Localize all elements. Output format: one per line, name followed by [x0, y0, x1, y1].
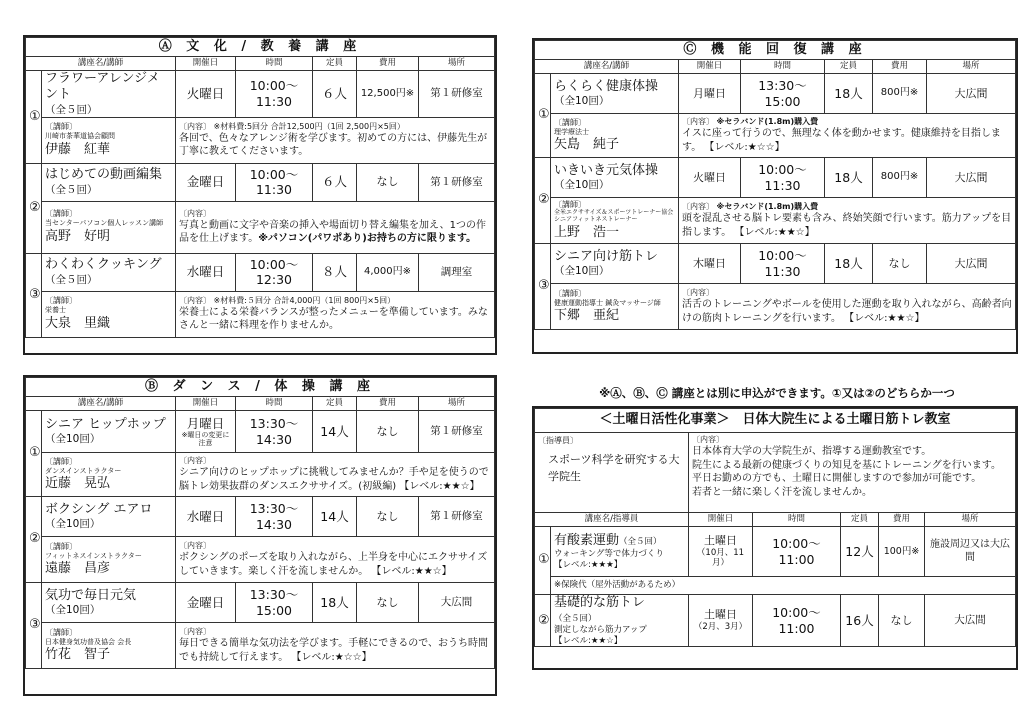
course-sessions: （全10回）: [554, 179, 610, 192]
course-time: 13:30～15:00: [741, 74, 825, 114]
content-label: 〔内容〕: [682, 117, 714, 126]
header-time: 時間: [753, 513, 841, 527]
course-time: 13:30～14:30: [236, 497, 313, 537]
header-day: 開催日: [176, 397, 236, 411]
course-fee: 12,500円※: [357, 71, 419, 118]
course-content: シニア向けのヒップホップに挑戦してみませんか？手や足を使うので脳トレ効果抜群のダンスエクササイズ。(初級編) 【レベル:★★☆】: [179, 467, 489, 492]
course-warning: ※パソコン(パワポあり)お持ちの方に限ります。: [258, 233, 477, 245]
course-fee: なし: [357, 411, 419, 453]
header-cap: 定員: [313, 397, 357, 411]
header-cap: 定員: [841, 513, 879, 527]
course-time: 13:30～14:30: [236, 411, 313, 453]
course-day: 土曜日: [704, 534, 737, 547]
teacher-name: 竹花 智子: [45, 646, 111, 662]
content-label: 〔内容〕: [692, 435, 724, 444]
fee-note: ※材料費:５回分 合計4,000円（1回 800円×5回）: [213, 295, 396, 305]
course-name: はじめての動画編集: [45, 167, 163, 183]
course-place: 大広間: [927, 74, 1016, 114]
course-capacity: 14人: [313, 497, 357, 537]
course-fee: なし: [873, 244, 927, 284]
course-name: いきいき元気体操: [554, 162, 659, 178]
teacher-label: 〔講師〕: [554, 199, 586, 209]
teacher-label: 〔講師〕: [45, 456, 77, 466]
teacher-label: 〔講師〕: [45, 627, 77, 637]
panel-culture: [23, 35, 497, 355]
course-fee: なし: [357, 497, 419, 537]
course-time: 10:00～11:30: [741, 158, 825, 198]
course-day: 金曜日: [176, 163, 236, 201]
course-time: 13:30～15:00: [236, 583, 313, 623]
course-name: 有酸素運動: [554, 532, 620, 548]
course-name: シニア向け筋トレ: [554, 248, 659, 264]
header-place: 場所: [419, 397, 495, 411]
course-content: ボクシングのポーズを取り入れながら、上半身を中心にエクササイズしていきます。楽しく汗を流しませんか。 【レベル:★★☆】: [179, 552, 488, 577]
header-fee: 費用: [357, 57, 419, 71]
content-line: 日本体育大学の大学院生が、指導する運動教室です。: [692, 446, 932, 457]
fee-note: ※セラバンド(1.8m)購入費: [716, 202, 819, 211]
teacher-name: 伊藤 紅華: [45, 141, 111, 157]
content-label: 〔内容〕: [682, 288, 714, 297]
course-day: 木曜日: [679, 244, 741, 284]
course-day: 金曜日: [176, 583, 236, 623]
teacher-name: 近藤 晃弘: [45, 475, 111, 491]
content-label: 〔内容〕: [179, 121, 211, 131]
header-day: 開催日: [679, 60, 741, 74]
header-time: 時間: [236, 57, 313, 71]
fee-note: ※材料費:5回分 合計12,500円（1回 2,500円×5回）: [213, 121, 405, 131]
course-name: 気功で毎日元気: [45, 587, 137, 603]
course-capacity: ８人: [313, 253, 357, 291]
course-time: 10:00～11:30: [236, 163, 313, 201]
course-sessions: （全５回）: [554, 614, 597, 625]
course-fee: なし: [357, 583, 419, 623]
header-day: 開催日: [689, 513, 753, 527]
course-name: らくらく健康体操: [554, 78, 659, 94]
course-name: ボクシング エアロ: [45, 501, 153, 517]
teacher-role: 日本健身気功普及協会 会長: [45, 637, 132, 646]
panel-title: ＜土曜日活性化事業＞ 日体大院生による土曜日筋トレ教室: [535, 409, 1016, 433]
row-number: ③: [535, 244, 551, 330]
teacher-label: 〔講師〕: [554, 288, 586, 298]
course-capacity: 14人: [313, 411, 357, 453]
course-content: 活舌のトレーニングやボールを使用した運動を取り入れながら、高齢者向けの筋肉トレーニングを行います。 【レベル:★★☆】: [682, 299, 1012, 324]
course-name: 基礎的な筋トレ: [554, 595, 646, 610]
course-sessions: （全５回）: [45, 103, 98, 116]
course-day: 月曜日: [679, 74, 741, 114]
teacher-name: 高野 好明: [45, 228, 111, 244]
header-fee: 費用: [873, 60, 927, 74]
panel-dance: [23, 375, 497, 696]
panel-title: Ⓒ 機 能 回 復 講 座: [535, 41, 1016, 60]
course-place: 調理室: [419, 253, 495, 291]
course-level: 【レベル:★★★】: [554, 559, 623, 570]
course-description: 測定しながら筋力アップ: [554, 625, 647, 635]
course-day: 月曜日: [186, 415, 225, 431]
teacher-role: 栄養士: [45, 306, 66, 315]
row-number: ②: [26, 497, 42, 583]
content-line: 平日お勤めの方でも、土曜日に開催しますので参加が可能です。: [692, 473, 982, 484]
course-sessions: （全10回）: [45, 518, 101, 531]
course-day: 火曜日: [176, 71, 236, 118]
teacher-name: 下郷 亜紀: [554, 307, 620, 323]
course-place: 第１研修室: [419, 163, 495, 201]
course-day: 水曜日: [176, 497, 236, 537]
course-capacity: ６人: [313, 71, 357, 118]
course-capacity: 18人: [313, 583, 357, 623]
course-capacity: 16人: [841, 595, 879, 647]
content-label: 〔内容〕: [682, 202, 714, 211]
course-capacity: 18人: [825, 74, 873, 114]
course-day: 水曜日: [176, 253, 236, 291]
header-fee: 費用: [357, 397, 419, 411]
row-number: ②: [26, 163, 42, 253]
fee-note: ※セラバンド(1.8m)購入費: [716, 117, 819, 126]
row-number: ①: [26, 71, 42, 164]
row-number: ①: [535, 74, 551, 158]
header-course: 講座名/講師: [535, 60, 679, 74]
course-capacity: 12人: [841, 527, 879, 577]
instructor-description: スポーツ科学を研究する大学院生: [548, 453, 680, 483]
teacher-role: ダンスインストラクター: [45, 466, 122, 475]
course-sessions: （全10回）: [554, 95, 610, 108]
content-label: 〔内容〕: [179, 541, 211, 550]
teacher-name: 矢島 純子: [554, 136, 620, 152]
content-label: 〔内容〕: [179, 456, 211, 465]
course-sessions: （全５回）: [45, 273, 98, 286]
panel-title: Ⓐ 文 化 / 教 養 講 座: [26, 38, 495, 57]
instructor-label: 〔指導員〕: [538, 436, 578, 445]
course-time: 10:00～11:30: [236, 71, 313, 118]
course-place: 大広間: [927, 244, 1016, 284]
panel-saturday: [532, 406, 1018, 670]
course-day: 土曜日: [704, 608, 737, 622]
content-line: 若者と一緒に楽しく汗を流しませんか。: [692, 486, 872, 498]
teacher-role: 当センターパソコン個人レッスン講師: [45, 219, 164, 228]
course-place: 第１研修室: [419, 497, 495, 537]
course-time: 10:00～12:30: [236, 253, 313, 291]
header-place: 場所: [927, 60, 1016, 74]
course-description: ウォーキング等で体力づくり: [554, 549, 664, 559]
teacher-label: 〔講師〕: [45, 541, 77, 551]
header-place: 場所: [419, 57, 495, 71]
course-sessions: （全10回）: [45, 604, 101, 617]
header-course: 講座名/講師: [26, 57, 176, 71]
content-label: 〔内容〕: [179, 627, 211, 636]
day-change-note: ※曜日の変更に注意: [181, 431, 230, 448]
header-course: 講座名/指導員: [535, 513, 689, 527]
header-time: 時間: [236, 397, 313, 411]
course-content: 毎日できる簡単な気功法を学びます。手軽にできるので、おうち時間でも持続して行えます。 【レベル:★☆☆】: [179, 638, 488, 663]
teacher-name: 遠藤 昌彦: [45, 560, 111, 576]
row-number: ③: [26, 583, 42, 669]
course-name: フラワーアレンジメント: [45, 71, 160, 103]
teacher-label: 〔講師〕: [45, 296, 77, 306]
course-fee: 100円※: [879, 527, 925, 577]
teacher-role: 川崎市茶華道協会顧問: [45, 132, 115, 141]
course-content: 写真と動画に文字や音楽の挿入や場面切り替え編集を加え、1つの作品を仕上げます。: [179, 219, 486, 245]
course-fee: 4,000円※: [357, 253, 419, 291]
fee-note: ※保険代（屋外活動があるため）: [551, 577, 1016, 595]
panel-function-recovery: [532, 38, 1018, 354]
header-fee: 費用: [879, 513, 925, 527]
course-sessions: （全10回）: [45, 433, 101, 446]
course-sessions: （全10回）: [554, 265, 610, 278]
row-number: ②: [535, 595, 551, 647]
course-place: 第１研修室: [419, 411, 495, 453]
teacher-role: 全米エクササイズ＆スポーツトレーナー協会 シニアフィットネストレーナー: [554, 208, 674, 223]
course-fee: 800円※: [873, 74, 927, 114]
course-name: わくわくクッキング: [45, 257, 162, 273]
teacher-label: 〔講師〕: [45, 209, 77, 219]
course-fee: なし: [357, 163, 419, 201]
row-number: ③: [26, 253, 42, 337]
course-content: 栄養士による栄養バランスが整ったメニューを準備しています。みなさんと一緒に料理を作りませんか。: [179, 306, 488, 332]
course-fee: なし: [879, 595, 925, 647]
teacher-name: 大泉 里織: [45, 315, 111, 331]
course-fee: 800円※: [873, 158, 927, 198]
teacher-label: 〔講師〕: [554, 117, 586, 127]
teacher-role: 理学療法士: [554, 127, 589, 136]
course-capacity: ６人: [313, 163, 357, 201]
header-day: 開催日: [176, 57, 236, 71]
course-place: 大広間: [419, 583, 495, 623]
course-months: （10月、11月）: [696, 547, 745, 569]
course-content: 頭を混乱させる脳トレ要素も含み、終始笑顔で行います。筋力アップを目指します。 【レベル:★★☆】: [682, 213, 1012, 238]
course-capacity: 18人: [825, 158, 873, 198]
course-content: イスに座って行うので、無理なく体を動かせます。健康維持を目指します。 【レベル:★☆☆】: [682, 128, 1001, 153]
content-line: 院生による最新の健康づくりの知見を基にトレーニングを行います。: [692, 459, 1001, 471]
course-sessions: （全５回）: [619, 536, 662, 547]
course-time: 10:00～11:30: [741, 244, 825, 284]
course-place: 大広間: [925, 595, 1016, 647]
header-place: 場所: [925, 513, 1016, 527]
course-sessions: （全５回）: [45, 183, 98, 196]
teacher-role: 健康運動指導士 鍼灸マッサージ師: [554, 298, 661, 307]
content-label: 〔内容〕: [179, 208, 211, 218]
course-content: 各回で、色々なアレンジ術を学びます。初めての方には、伊藤先生が丁寧に教えてくださいます。: [179, 132, 488, 158]
row-number: ①: [535, 527, 551, 595]
course-level: 【レベル:★★☆】: [554, 635, 623, 646]
content-label: 〔内容〕: [179, 295, 211, 305]
course-place: 施設周辺又は大広間: [925, 527, 1016, 577]
course-day: 火曜日: [679, 158, 741, 198]
header-cap: 定員: [313, 57, 357, 71]
header-cap: 定員: [825, 60, 873, 74]
teacher-name: 上野 浩一: [554, 224, 620, 240]
header-course: 講座名/講師: [26, 397, 176, 411]
teacher-label: 〔講師〕: [45, 122, 77, 132]
course-months: （2月、3月）: [693, 622, 748, 633]
application-note: ※Ⓐ、Ⓑ、Ⓒ 講座とは別に申込ができます。①又は②のどちらか一つ: [599, 386, 955, 400]
row-number: ②: [535, 158, 551, 244]
course-time: 10:00～11:00: [753, 527, 841, 577]
teacher-role: フィットネスインストラクター: [45, 551, 142, 560]
course-place: 大広間: [927, 158, 1016, 198]
course-place: 第１研修室: [419, 71, 495, 118]
course-name: シニア ヒップホップ: [45, 416, 166, 432]
course-time: 10:00～11:00: [753, 595, 841, 647]
panel-title: Ⓑ ダ ン ス / 体 操 講 座: [26, 378, 495, 397]
course-capacity: 18人: [825, 244, 873, 284]
header-time: 時間: [741, 60, 825, 74]
row-number: ①: [26, 411, 42, 497]
